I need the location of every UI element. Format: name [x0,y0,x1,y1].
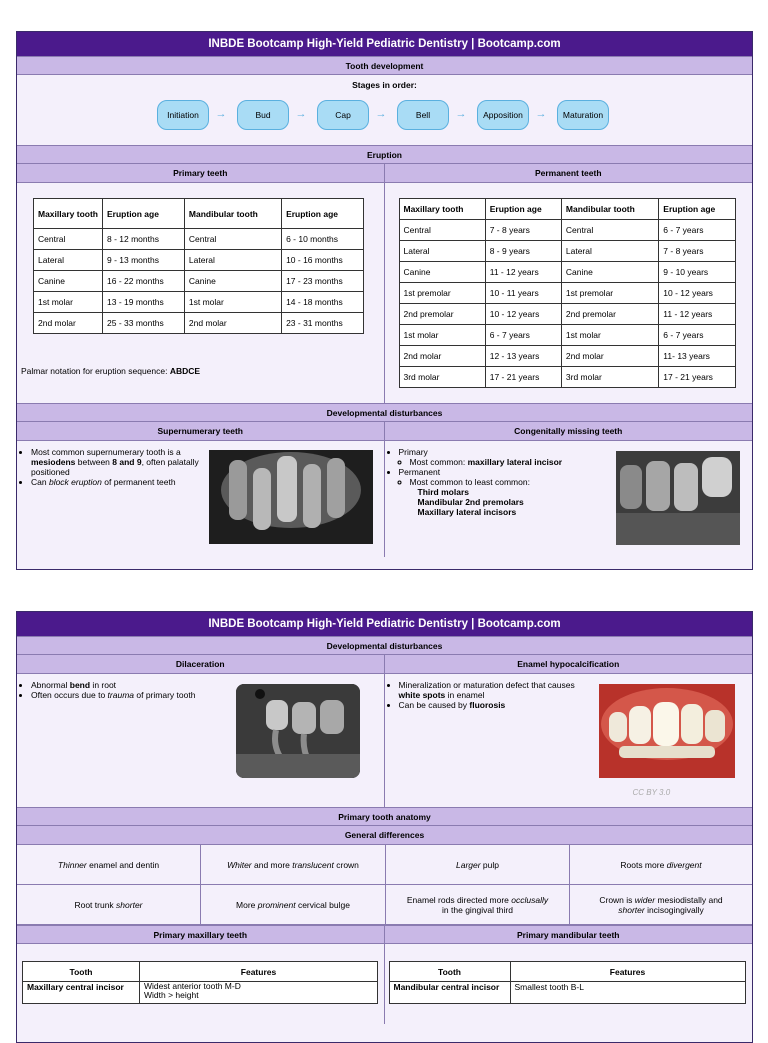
table-row [399,346,735,367]
difference-text: Root trunk [74,899,117,910]
table-cell: 1st molar [184,292,281,313]
difference-text: Enamel rods directed more [406,894,512,905]
study-sheet-page-1 [16,31,753,570]
table-cell: Central [34,229,103,250]
section-heading-developmental-disturbances: Developmental disturbances [17,403,752,422]
list-item: • Can be caused by fluorosis [399,700,599,710]
subheading-primary-teeth: Primary teeth [17,164,385,183]
table-cell: 1st molar [561,325,658,346]
difference-cell [386,845,570,885]
subheading-supernumerary: Supernumerary teeth [17,422,385,441]
feature-line: Width > height [144,990,199,1000]
stage-bell: Bell [397,100,449,130]
table-row [34,250,364,271]
primary-mandibular-table [389,961,746,1004]
section-heading-tooth-development: Tooth development [17,56,752,75]
list-item: • Often occurs due to trauma of primary tooth [31,690,241,700]
image-credit: CC BY 3.0 [632,788,671,797]
stages-label: Stages in order: [352,80,417,90]
list-item: • Abnormal bend in root [31,680,241,690]
difference-text: Roots more [620,859,667,870]
difference-text: crown [333,859,359,870]
feature-line: Widest anterior tooth M-D [144,981,241,991]
subheading-dilaceration: Dilaceration [17,655,385,674]
subheading-congenitally-missing: Congenitally missing teeth [385,422,753,441]
table-header-row [23,962,378,982]
table-cell: Canine [561,262,658,283]
table-cell: 11- 13 years [659,346,735,367]
table-cell: 1st premolar [561,283,658,304]
table-row [34,313,364,334]
table-cell: 8 - 9 years [485,241,561,262]
table-row [34,229,364,250]
difference-text: occlusally [511,894,549,905]
column-header: Eruption age [659,199,735,220]
table-cell: 1st molar [399,325,485,346]
table-cell: 3rd molar [561,367,658,388]
difference-text: prominent [257,899,296,910]
study-sheet-page-2 [16,611,753,1043]
column-header: Eruption age [282,199,364,229]
difference-text: mesiodistally and [655,894,723,905]
table-cell: 2nd molar [399,346,485,367]
difference-text: Whiter [227,859,252,870]
table-row [399,220,735,241]
permanent-eruption-table [399,198,736,388]
missing-item: Mandibular 2nd premolars [417,497,524,507]
arrow-right-icon: → [535,108,547,120]
table-cell: Lateral [399,241,485,262]
table-row [399,304,735,325]
table-cell: 10 - 11 years [485,283,561,304]
difference-text: cervical bulge [295,899,350,910]
table-cell: 6 - 7 years [659,325,735,346]
table-cell: 2nd molar [34,313,103,334]
table-cell: Lateral [561,241,658,262]
mesiodens-xray-image [209,450,373,544]
table-row [34,271,364,292]
missing-item: Third molars [417,487,469,497]
table-cell: 8 - 12 months [103,229,185,250]
table-cell: 3rd molar [399,367,485,388]
dilaceration-panel [17,674,385,807]
dilaceration-xray-image [236,684,360,778]
table-header-row [399,199,735,220]
column-header: Features [510,962,745,982]
subheading-general-differences: General differences [17,826,752,845]
difference-cell [17,845,201,885]
arrow-right-icon: → [215,108,227,120]
column-header: Tooth [23,962,140,982]
supernumerary-bullets [21,447,206,487]
table-cell: 9 - 10 years [659,262,735,283]
table-cell: 7 - 8 years [485,220,561,241]
difference-text: shorter [618,904,645,915]
section-heading-primary-tooth-anatomy: Primary tooth anatomy [17,807,752,826]
list-item: • Mineralization or maturation defect that causes white spots in enamel [399,680,599,700]
table-cell: 2nd molar [561,346,658,367]
permanent-eruption-panel [385,183,753,403]
table-cell: Lateral [34,250,103,271]
column-header: Mandibular tooth [561,199,658,220]
table-header-row [34,199,364,229]
stages-flow [17,75,752,145]
table-row [389,982,745,1004]
table-cell: 1st premolar [399,283,485,304]
table-cell [140,982,378,1004]
primary-maxillary-panel [17,944,385,1024]
table-cell: 17 - 21 years [485,367,561,388]
arrow-right-icon: → [455,108,467,120]
table-row [399,367,735,388]
list-item: ◦ Most common to least common: Third molars Mandibular 2nd premolars Maxillary lateral incisors [410,477,599,517]
table-cell: 11 - 12 years [659,304,735,325]
stage-initiation: Initiation [157,100,209,130]
difference-cell [570,845,752,885]
subheading-primary-maxillary: Primary maxillary teeth [17,925,385,944]
hypocalcification-bullets [389,680,599,710]
supernumerary-panel [17,441,385,557]
stage-maturation: Maturation [557,100,609,130]
table-cell: 11 - 12 years [485,262,561,283]
difference-cell [201,885,386,925]
hypocalcification-panel [385,674,753,807]
missing-bullets [389,447,599,517]
table-cell: 12 - 13 years [485,346,561,367]
stage-bud: Bud [237,100,289,130]
table-cell: 17 - 23 months [282,271,364,292]
difference-text: Thinner [57,859,87,870]
table-cell: 2nd premolar [561,304,658,325]
table-cell: Canine [34,271,103,292]
table-row [399,283,735,304]
arrow-right-icon: → [295,108,307,120]
table-cell: 25 - 33 months [103,313,185,334]
table-cell: Mandibular central incisor [389,982,510,1004]
table-cell: Canine [399,262,485,283]
table-cell: 10 - 12 years [485,304,561,325]
table-header-row [389,962,745,982]
column-header: Tooth [389,962,510,982]
table-cell: Maxillary central incisor [23,982,140,1004]
difference-cell [201,845,386,885]
fluorosis-photo-image [599,684,735,778]
difference-text: translucent [292,859,334,870]
difference-text: wider [634,894,656,905]
dilaceration-bullets [21,680,241,700]
table-row [399,241,735,262]
list-item: ◦ Most common: maxillary lateral incisor [410,457,599,467]
table-cell: 2nd premolar [399,304,485,325]
table-cell: 2nd molar [184,313,281,334]
table-cell: 6 - 7 years [485,325,561,346]
table-cell: 7 - 8 years [659,241,735,262]
column-header: Maxillary tooth [399,199,485,220]
palmar-value: ABDCE [169,366,201,376]
list-item: • Primary ◦ Most common: maxillary lateral incisor [399,447,599,467]
primary-eruption-panel [17,183,385,403]
table-cell: 10 - 12 years [659,283,735,304]
palmar-note-text: Palmar notation for eruption sequence: [21,366,170,376]
table-cell: 9 - 13 months [103,250,185,271]
table-cell: 14 - 18 months [282,292,364,313]
difference-text: and more [251,859,293,870]
arrow-right-icon: → [375,108,387,120]
table-cell: Canine [184,271,281,292]
table-cell: 6 - 7 years [659,220,735,241]
primary-maxillary-table [22,961,378,1004]
difference-text: Larger [455,859,481,870]
table-cell: Central [561,220,658,241]
palmar-note [21,366,200,376]
column-header: Mandibular tooth [184,199,281,229]
subheading-permanent-teeth: Permanent teeth [385,164,753,183]
page-title: INBDE Bootcamp High-Yield Pediatric Dentistry | Bootcamp.com [17,32,752,56]
list-item: • Can block eruption of permanent teeth [31,477,206,487]
table-row [34,292,364,313]
table-cell: Central [184,229,281,250]
difference-cell [17,885,201,925]
page-title: INBDE Bootcamp High-Yield Pediatric Dentistry | Bootcamp.com [17,612,752,636]
table-cell: 23 - 31 months [282,313,364,334]
table-cell: 6 - 10 months [282,229,364,250]
general-differences-grid [17,845,752,925]
table-cell: 16 - 22 months [103,271,185,292]
primary-eruption-table [33,198,364,334]
table-cell: Smallest tooth B-L [510,982,745,1004]
table-cell: 1st molar [34,292,103,313]
difference-text: divergent [666,859,702,870]
table-cell: 13 - 19 months [103,292,185,313]
difference-text: shorter [116,899,143,910]
table-cell: Lateral [184,250,281,271]
difference-text: Crown is [599,894,635,905]
difference-cell [386,885,570,925]
table-row [23,982,378,1004]
difference-text: enamel and dentin [86,859,160,870]
section-heading-eruption: Eruption [17,145,752,164]
difference-text: pulp [480,859,499,870]
stage-cap: Cap [317,100,369,130]
table-cell: 10 - 16 months [282,250,364,271]
list-item: • Most common supernumerary tooth is a mesiodens between 8 and 9, often palatally positioned [31,447,206,477]
difference-text: incisogingivally [644,904,704,915]
table-row [399,262,735,283]
difference-cell [570,885,752,925]
missing-teeth-xray-image [616,451,740,545]
column-header: Maxillary tooth [34,199,103,229]
table-cell: Central [399,220,485,241]
table-cell: 17 - 21 years [659,367,735,388]
stage-apposition: Apposition [477,100,529,130]
table-row [399,325,735,346]
column-header: Features [140,962,378,982]
subheading-primary-mandibular: Primary mandibular teeth [385,925,753,944]
column-header: Eruption age [103,199,185,229]
difference-text: More [236,899,258,910]
difference-text: in the gingival third [442,904,513,915]
congenitally-missing-panel [385,441,753,557]
column-header: Eruption age [485,199,561,220]
subheading-enamel-hypocalcification: Enamel hypocalcification [385,655,753,674]
primary-mandibular-panel [385,944,753,1024]
section-heading-developmental-disturbances: Developmental disturbances [17,636,752,655]
missing-item: Maxillary lateral incisors [417,507,517,517]
list-item: • Permanent ◦ Most common to least common: Third molars Mandibular 2nd premolars Maxillary lateral incisors [399,467,599,517]
